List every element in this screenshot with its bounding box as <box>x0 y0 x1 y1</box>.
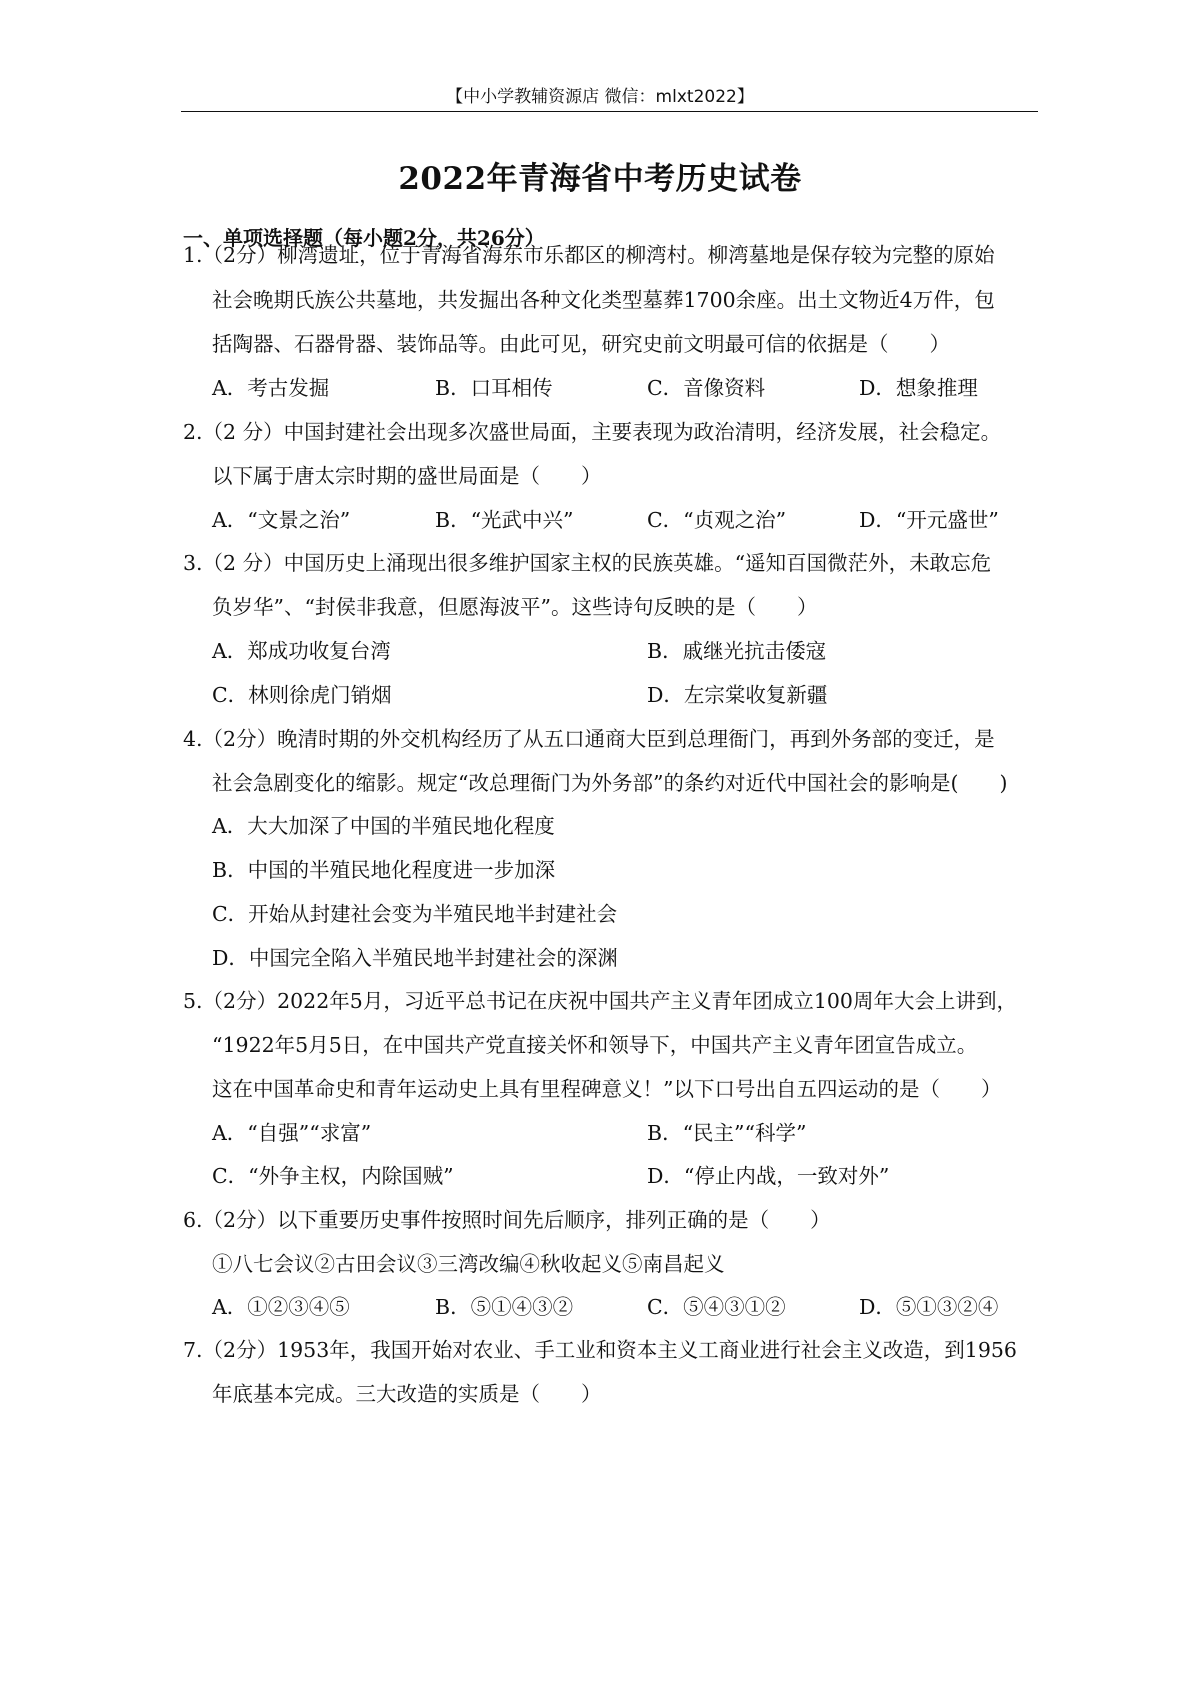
question-3-line-2: 负岁华”、“封侯非我意，但愿海波平”。这些诗句反映的是（ ） <box>212 595 818 619</box>
question-3-option-b: B．戚继光抗击倭寇 <box>647 639 827 663</box>
question-6-option-b: B．⑤①④③② <box>435 1295 574 1319</box>
question-5-option-d: D．“停止内战，一致对外” <box>647 1164 890 1188</box>
section-heading: 一、单项选择题（每小题2分，共26分） <box>183 226 545 250</box>
question-2-line-1: 2.（2 分）中国封建社会出现多次盛世局面，主要表现为政治清明，经济发展，社会稳定。 <box>183 420 1002 444</box>
question-1-option-a: A．考古发掘 <box>212 376 330 400</box>
question-3-option-a: A．郑成功收复台湾 <box>212 639 391 663</box>
question-1-line-1: 1.（2分）柳湾遗址，位于青海省海东市乐都区的柳湾村。柳湾墓地是保存较为完整的原始 <box>183 243 995 267</box>
question-3-line-1: 3.（2 分）中国历史上涌现出很多维护国家主权的民族英雄。“遥知百国微茫外，未敢忘危 <box>183 551 992 575</box>
question-4-option-b: B．中国的半殖民地化程度进一步加深 <box>212 858 556 882</box>
page-title: 2022年青海省中考历史试卷 <box>398 161 802 197</box>
question-5-line-3: 这在中国革命史和青年运动史上具有里程碑意义！”以下口号出自五四运动的是（ ） <box>212 1077 1002 1101</box>
question-6-option-d: D．⑤①③②④ <box>859 1295 999 1319</box>
question-2-option-a: A．“文景之治” <box>212 508 351 532</box>
header-rule <box>181 111 1038 112</box>
question-1-option-b: B．口耳相传 <box>435 376 553 400</box>
question-1-option-c: C．音像资料 <box>647 376 766 400</box>
question-6-option-a: A．①②③④⑤ <box>212 1295 350 1319</box>
question-7-line-2: 年底基本完成。三大改造的实质是（ ） <box>212 1382 602 1406</box>
question-2-line-2: 以下属于唐太宗时期的盛世局面是（ ） <box>212 464 602 488</box>
question-5-option-c: C．“外争主权，内除国贼” <box>212 1164 454 1188</box>
question-4-option-d: D．中国完全陷入半殖民地半封建社会的深渊 <box>212 946 618 970</box>
question-4-option-a: A．大大加深了中国的半殖民地化程度 <box>212 814 555 838</box>
header-banner: 【中小学教辅资源店 微信：mlxt2022】 <box>446 87 754 107</box>
question-4-line-2: 社会急剧变化的缩影。规定“改总理衙门为外务部”的条约对近代中国社会的影响是( ) <box>212 771 1008 795</box>
question-2-option-d: D．“开元盛世” <box>859 508 999 532</box>
question-4-option-c: C．开始从封建社会变为半殖民地半封建社会 <box>212 902 618 926</box>
question-6-line-2: ①八七会议②古田会议③三湾改编④秋收起义⑤南昌起义 <box>212 1252 725 1276</box>
question-1-line-2: 社会晚期氏族公共墓地，共发掘出各种文化类型墓葬1700余座。出土文物近4万件，包 <box>212 288 995 312</box>
question-5-option-b: B．“民主”“科学” <box>647 1121 807 1145</box>
question-2-option-b: B．“光武中兴” <box>435 508 574 532</box>
question-1-line-3: 括陶器、石器骨器、装饰品等。由此可见，研究史前文明最可信的依据是（ ） <box>212 332 950 356</box>
question-5-option-a: A．“自强”“求富” <box>212 1121 372 1145</box>
question-4-line-1: 4.（2分）晚清时期的外交机构经历了从五口通商大臣到总理衙门，再到外务部的变迁，是 <box>183 727 995 751</box>
question-6-option-c: C．⑤④③①② <box>647 1295 786 1319</box>
question-1-option-d: D．想象推理 <box>859 376 978 400</box>
question-7-line-1: 7.（2分）1953年，我国开始对农业、手工业和资本主义工商业进行社会主义改造，到1956 <box>183 1338 1017 1362</box>
question-3-option-c: C．林则徐虎门销烟 <box>212 683 392 707</box>
question-6-line-1: 6.（2分）以下重要历史事件按照时间先后顺序，排列正确的是（ ） <box>183 1208 831 1232</box>
question-5-line-2: “1922年5月5日，在中国共产党直接关怀和领导下，中国共产主义青年团宣告成立。 <box>212 1033 978 1057</box>
question-3-option-d: D．左宗棠收复新疆 <box>647 683 828 707</box>
question-2-option-c: C．“贞观之治” <box>647 508 787 532</box>
question-5-line-1: 5.（2分）2022年5月，习近平总书记在庆祝中国共产主义青年团成立100周年大会上讲到， <box>183 989 1017 1013</box>
